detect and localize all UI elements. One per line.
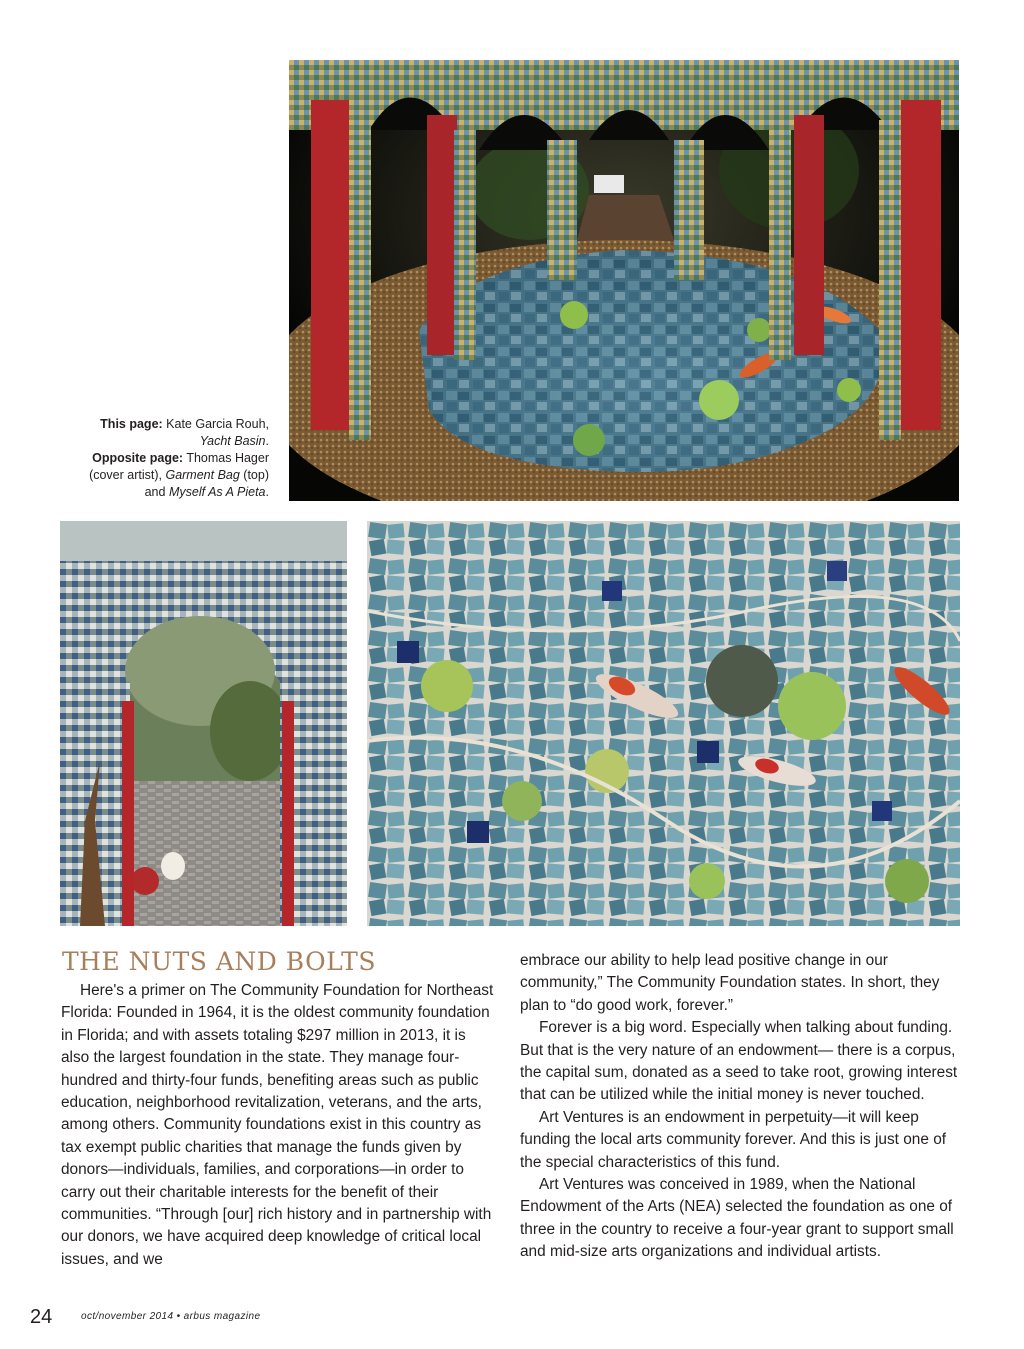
photo-caption: This page: Kate Garcia Rouh, Yacht Basin. Opposite page: Thomas Hager (cover artist), Garment Bag (top) and Myself As A Pieta.	[89, 417, 269, 499]
photo-mosaic-floor-closeup	[367, 521, 960, 926]
article-column-right	[520, 950, 960, 1264]
article-paragraph: Art Ventures is an endowment in perpetuity—it will keep funding the local arts community forever. And this is just one of the special characteristics of this fund.	[520, 1108, 947, 1171]
caption-this-page-work: Yacht Basin	[199, 434, 266, 448]
caption-opposite-label: Opposite page:	[92, 451, 184, 465]
article-paragraph: Art Ventures was conceived in 1989, when the National Endowment of the Arts (NEA) selected the foundation as one of three in the country to receive a four-year grant to support small and mid-size arts organizations and individual artists.	[520, 1176, 954, 1261]
caption-opposite-work1: Garment Bag	[165, 468, 240, 482]
article-column-left	[61, 980, 498, 1271]
article-paragraph: Forever is a big word. Especially when talking about funding. But that is the very nature of an endowment— there is a corpus, the capital sum, donated as a seed to take root, growing interest that can be utilized while the initial money is never touched.	[520, 1019, 958, 1104]
article-paragraph: Here's a primer on The Community Foundation for Northeast Florida: Founded in 1964, it is the oldest community foundation in Florida; and with assets totaling $297 million in 2013, it is also the largest foundation in the state. They manage four-hundred and thirty-four funds, benefiting areas such as public education, neighborhood revitalization, veterans, and the arts, among others. Community foundations exist in this country as tax exempt public charities that manage the funds given by donors—individuals, families, and corporations—in order to carry out their charitable interests for the benefit of their communities. “Through [our] rich history and in partnership with our donors, we have acquired deep knowledge of critical local issues, and we	[61, 982, 494, 1268]
caption-this-page-label: This page:	[100, 417, 163, 431]
page-number: 24	[30, 1306, 53, 1328]
article-paragraph-continuation: embrace our ability to help lead positive change in our community,” The Community Foundation states. In short, they plan to “do good work, forever.”	[520, 952, 940, 1014]
issue-line: oct/november 2014 • arbus magazine	[81, 1311, 261, 1322]
caption-opposite-artist: Thomas Hager	[183, 451, 269, 465]
caption-this-page-artist: Kate Garcia Rouh,	[162, 417, 269, 431]
photo-mosaic-gazebo-night	[289, 60, 959, 501]
photo-mosaic-archway-garden	[60, 521, 347, 926]
section-heading: THE NUTS AND BOLTS	[62, 947, 376, 976]
caption-opposite-work2: Myself As A Pieta	[168, 485, 266, 499]
